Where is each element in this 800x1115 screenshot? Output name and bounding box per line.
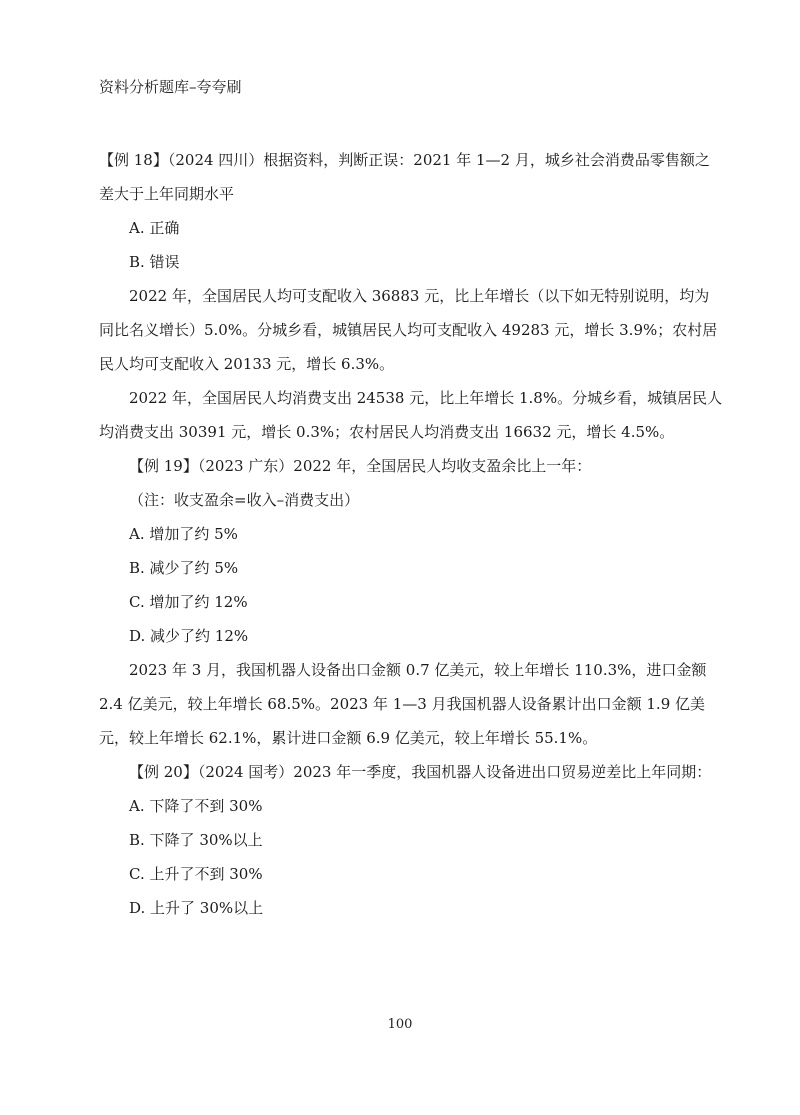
material-consumption-paragraph: 2022 年，全国居民人均消费支出 24538 元，比上年增长 1.8%。分城乡看，城镇居民人均消费支出 30391 元，增长 0.3%；农村居民人均消费支出 16632 元，增长 4.5%。 [99, 389, 723, 441]
page-number: 100 [387, 1017, 413, 1032]
question-20-option-d: D. 上升了 30%以上 [129, 899, 264, 917]
question-20-option-a: A. 下降了不到 30% [129, 797, 263, 815]
question-18-option-a: A. 正确 [129, 219, 180, 237]
material-income-paragraph: 2022 年，全国居民人均可支配收入 36883 元，比上年增长（以下如无特别说明，均为同比名义增长）5.0%。分城乡看，城镇居民人均可支配收入 49283 元，增长 3.9%；农村居民人均可支配收入 20133 元，增长 6.3%。 [99, 287, 718, 373]
question-19-option-a: A. 增加了约 5% [129, 525, 238, 543]
question-19-option-d: D. 减少了约 12% [129, 627, 249, 645]
question-20-option-b: B. 下降了 30%以上 [129, 831, 263, 849]
question-18-option-b: B. 错误 [129, 253, 180, 271]
question-19-stem: 【例 19】（2023 广东）2022 年，全国居民人均收支盈余比上一年： [129, 457, 592, 475]
question-19-option-b: B. 减少了约 5% [129, 559, 239, 577]
question-20-option-c: C. 上升了不到 30% [129, 865, 263, 883]
document-body [99, 143, 724, 925]
question-18-stem: 【例 18】（2024 四川）根据资料，判断正误：2021 年 1—2 月，城乡社会消费品零售额之差大于上年同期水平 [99, 151, 710, 203]
page-header: 资料分析题库–夸夸刷 [99, 78, 242, 96]
question-19-note: （注：收支盈余=收入–消费支出） [129, 491, 360, 509]
material-robot-trade-paragraph: 2023 年 3 月，我国机器人设备出口金额 0.7 亿美元，较上年增长 110.3%，进口金额 2.4 亿美元，较上年增长 68.5%。2023 年 1—3 月我国机器人设备累计出口金额 1.9 亿美元，较上年增长 62.1%，累计进口金额 6.9 亿美元，较上年增长 55.1%。 [99, 661, 712, 747]
question-19-option-c: C. 增加了约 12% [129, 593, 248, 611]
question-20-stem: 【例 20】（2024 国考）2023 年一季度，我国机器人设备进出口贸易逆差比上年同期： [129, 763, 712, 781]
